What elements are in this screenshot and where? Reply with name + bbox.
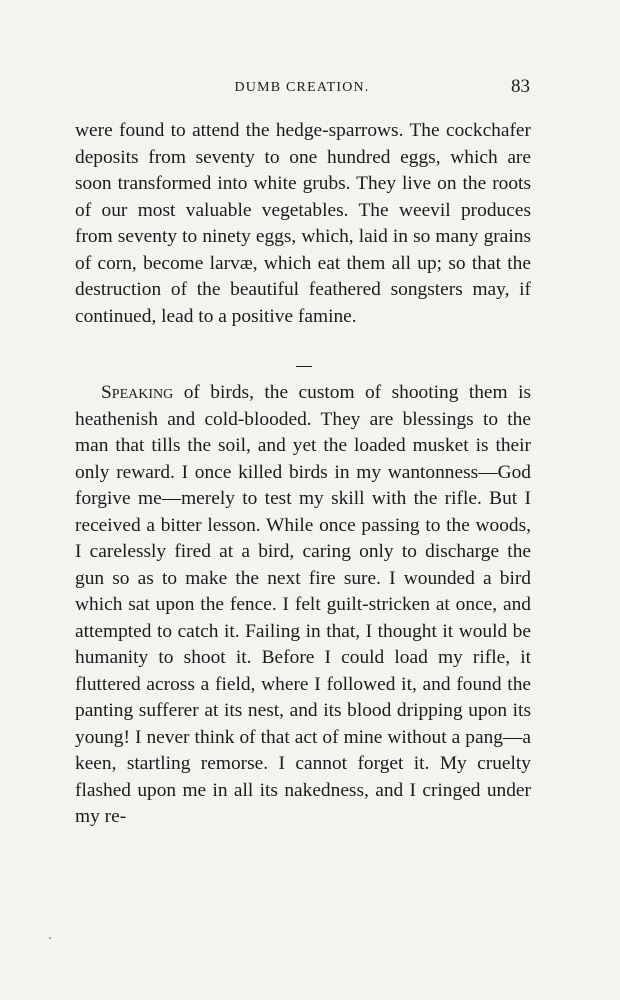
paragraph-text: were found to attend the hedge-sparrows. The cockchafer deposits from seventy to one hundred eggs, which are soon transformed into white grubs. They live on the roots of our most valuable vegetables. The weevil produces from seventy to ninety eggs, which, laid in so many grains of corn, become larvæ, which eat them all up; so that the destruction of the beautiful feathered songsters may, if continued, lead to a positive famine. <box>75 120 531 327</box>
running-title: DUMB CREATION. <box>234 80 370 95</box>
paragraph-body <box>75 380 531 831</box>
paragraph-birds <box>75 380 531 831</box>
page-number: 83 <box>511 76 530 97</box>
page-header <box>74 76 530 102</box>
page-speck <box>49 937 51 939</box>
section-divider <box>296 366 312 367</box>
paragraph-lead-word: Speaking <box>101 382 174 403</box>
paragraph-text: of birds, the custom of shooting them is heathenish and cold-blooded. They are blessings to the man that tills the soil, and yet the loaded musket is their only reward. I once killed birds in my wantonness—God forgive me—merely to test my skill with the rifle. But I received a bitter lesson. While once passing to the woods, I carelessly fired at a bird, caring only to discharge the gun so as to make the next fire sure. I wounded a bird which sat upon the fence. I felt guilt-stricken at once, and attempted to catch it. Failing in that, I thought it would be humanity to shoot it. Before I could load my rifle, it fluttered across a field, where I followed it, and found the panting sufferer at its nest, and its blood dripping upon its young! I never think of that act of mine without a pang—a keen, startling remorse. I cannot forget it. My cruelty flashed upon me in all its nakedness, and I cringed under my re- <box>75 382 531 827</box>
paragraph-continuation <box>75 118 531 330</box>
